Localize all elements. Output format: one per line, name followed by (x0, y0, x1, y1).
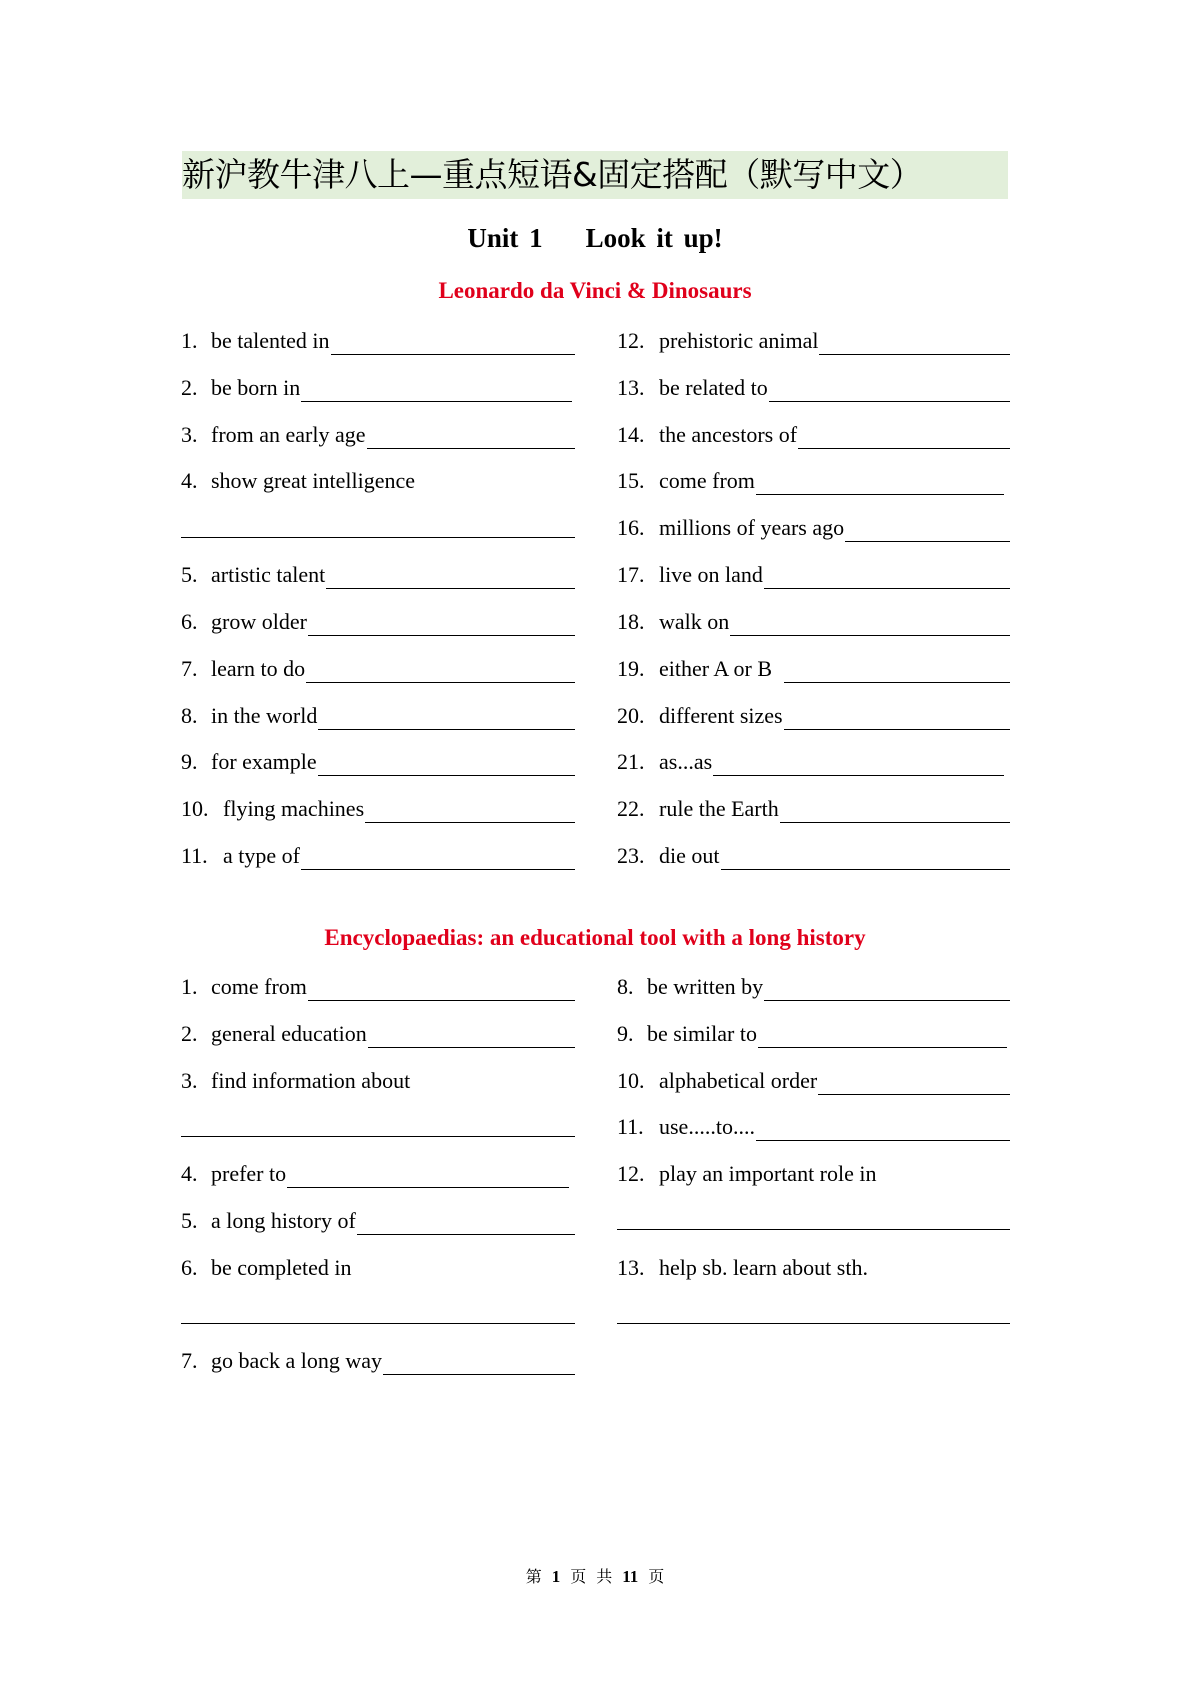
answer-blank[interactable] (784, 656, 1010, 683)
list-item (181, 1062, 575, 1095)
answer-blank[interactable] (326, 562, 575, 589)
answer-blank[interactable] (318, 703, 575, 730)
answer-blank[interactable] (306, 656, 575, 683)
answer-blank[interactable] (331, 328, 575, 355)
item-number: 8. (617, 974, 634, 999)
item-number: 4. (181, 1161, 198, 1186)
list-item (181, 556, 575, 589)
answer-blank[interactable] (301, 375, 572, 402)
answer-blank[interactable] (318, 749, 575, 776)
answer-blank[interactable] (798, 422, 1010, 449)
list-item (617, 509, 1010, 542)
answer-blank[interactable] (730, 609, 1010, 636)
list-item (617, 556, 1010, 589)
answer-blank[interactable] (769, 375, 1010, 402)
item-number: 17. (617, 562, 645, 587)
item-phrase: learn to do (211, 656, 306, 681)
item-phrase: flying machines (223, 796, 365, 821)
list-item (181, 1249, 575, 1282)
item-phrase: in the world (211, 703, 318, 728)
item-number: 8. (181, 703, 198, 728)
item-number: 3. (181, 422, 198, 447)
page-total: 11 (622, 1567, 639, 1586)
item-number: 6. (181, 609, 198, 634)
item-number: 1. (181, 328, 198, 353)
item-number: 16. (617, 515, 645, 540)
list-item (181, 650, 575, 683)
answer-blank[interactable] (784, 703, 1010, 730)
item-phrase: live on land (659, 562, 763, 587)
list-item (617, 1108, 1010, 1141)
item-number: 13. (617, 1255, 645, 1280)
list-item (617, 1015, 1007, 1048)
list-item (181, 790, 575, 823)
item-phrase: be talented in (211, 328, 330, 353)
item-phrase: prefer to (211, 1161, 287, 1186)
answer-blank[interactable] (181, 537, 575, 538)
item-phrase: alphabetical order (659, 1068, 818, 1093)
answer-blank[interactable] (368, 1021, 575, 1048)
list-item (617, 1249, 1010, 1282)
item-number: 13. (617, 375, 645, 400)
item-phrase: be written by (647, 974, 764, 999)
item-phrase: go back a long way (211, 1348, 383, 1373)
answer-blank[interactable] (308, 609, 575, 636)
item-phrase: come from (659, 468, 755, 493)
answer-blank[interactable] (301, 843, 575, 870)
item-number: 12. (617, 1161, 645, 1186)
item-phrase: a long history of (211, 1208, 356, 1233)
list-item (617, 968, 1010, 1001)
item-phrase: be related to (659, 375, 768, 400)
item-number: 3. (181, 1068, 198, 1093)
item-number: 1. (181, 974, 198, 999)
item-number: 14. (617, 422, 645, 447)
item-phrase: play an important role in (659, 1161, 877, 1186)
answer-blank[interactable] (721, 843, 1011, 870)
answer-blank[interactable] (383, 1348, 575, 1375)
answer-blank[interactable] (287, 1161, 569, 1188)
list-item (181, 416, 575, 449)
item-number: 10. (181, 796, 209, 821)
section-title-leonardo: Leonardo da Vinci & Dinosaurs (438, 278, 752, 303)
list-item (181, 322, 575, 355)
answer-blank[interactable] (181, 1323, 575, 1324)
list-item (617, 697, 1010, 730)
item-number: 21. (617, 749, 645, 774)
list-item (617, 462, 1004, 495)
answer-blank[interactable] (617, 1229, 1010, 1230)
answer-blank[interactable] (764, 974, 1010, 1001)
answer-blank[interactable] (713, 749, 1004, 776)
item-number: 9. (617, 1021, 634, 1046)
answer-blank[interactable] (367, 422, 575, 449)
footer-page-word: 页 (570, 1567, 587, 1586)
section-title-encyclopaedias: Encyclopaedias: an educational tool with a long history (324, 925, 866, 950)
answer-blank[interactable] (181, 1136, 575, 1137)
answer-blank[interactable] (764, 562, 1010, 589)
item-number: 18. (617, 609, 645, 634)
item-phrase: be similar to (647, 1021, 757, 1046)
item-phrase: grow older (211, 609, 307, 634)
item-phrase: for example (211, 749, 317, 774)
item-number: 4. (181, 468, 198, 493)
list-item (617, 743, 1004, 776)
item-phrase: the ancestors of (659, 422, 798, 447)
item-number: 11. (181, 843, 208, 868)
answer-blank[interactable] (357, 1208, 575, 1235)
answer-blank[interactable] (780, 796, 1010, 823)
answer-blank[interactable] (819, 328, 1010, 355)
list-item (181, 1015, 575, 1048)
item-phrase: general education (211, 1021, 367, 1046)
item-number: 22. (617, 796, 645, 821)
item-phrase: prehistoric animal (659, 328, 819, 353)
list-item (617, 1155, 1010, 1188)
item-phrase: rule the Earth (659, 796, 779, 821)
list-item (181, 837, 575, 870)
list-item (181, 369, 572, 402)
list-item (617, 650, 1010, 683)
item-phrase: come from (211, 974, 307, 999)
answer-blank[interactable] (756, 1114, 1010, 1141)
item-phrase: walk on (659, 609, 730, 634)
list-item (181, 603, 575, 636)
list-item (181, 968, 575, 1001)
item-phrase: different sizes (659, 703, 783, 728)
list-item (617, 603, 1010, 636)
list-item (181, 462, 575, 495)
answer-blank[interactable] (758, 1021, 1007, 1048)
footer-total-word: 共 (596, 1567, 613, 1586)
list-item (181, 697, 575, 730)
list-item (181, 743, 575, 776)
item-number: 15. (617, 468, 645, 493)
list-item (617, 1062, 1010, 1095)
footer-prefix: 第 (525, 1567, 542, 1586)
answer-blank[interactable] (845, 515, 1010, 542)
list-item (617, 369, 1010, 402)
item-phrase: either A or B (659, 656, 773, 681)
item-phrase: a type of (223, 843, 300, 868)
answer-blank[interactable] (756, 468, 1004, 495)
item-phrase: find information about (211, 1068, 411, 1093)
item-phrase: as...as (659, 749, 713, 774)
item-phrase: show great intelligence (211, 468, 416, 493)
item-number: 5. (181, 562, 198, 587)
item-number: 11. (617, 1114, 644, 1139)
list-item (181, 1155, 569, 1188)
item-number: 7. (181, 656, 198, 681)
list-item (617, 416, 1010, 449)
item-number: 2. (181, 375, 198, 400)
item-number: 9. (181, 749, 198, 774)
item-number: 20. (617, 703, 645, 728)
item-phrase: use.....to.... (659, 1114, 755, 1139)
answer-blank[interactable] (308, 974, 575, 1001)
footer-suffix: 页 (648, 1567, 665, 1586)
item-phrase: help sb. learn about sth. (659, 1255, 868, 1280)
list-item (181, 1202, 575, 1235)
list-item (617, 322, 1010, 355)
list-item (617, 837, 1010, 870)
item-phrase: die out (659, 843, 720, 868)
worksheet-title: 新沪教牛津八上—重点短语&固定搭配（默写中文） (182, 151, 1008, 199)
item-number: 6. (181, 1255, 198, 1280)
item-number: 10. (617, 1068, 645, 1093)
page-footer (0, 1565, 1190, 1589)
item-number: 12. (617, 328, 645, 353)
item-number: 2. (181, 1021, 198, 1046)
item-number: 7. (181, 1348, 198, 1373)
page-number: 1 (551, 1567, 561, 1586)
answer-blank[interactable] (365, 796, 575, 823)
unit-heading: Unit 1 Look it up! (467, 223, 723, 253)
list-item (617, 790, 1010, 823)
list-item (181, 1342, 575, 1375)
item-number: 5. (181, 1208, 198, 1233)
item-number: 19. (617, 656, 645, 681)
item-phrase: be born in (211, 375, 301, 400)
item-number: 23. (617, 843, 645, 868)
answer-blank[interactable] (818, 1068, 1010, 1095)
answer-blank[interactable] (617, 1323, 1010, 1324)
item-phrase: artistic talent (211, 562, 326, 587)
item-phrase: from an early age (211, 422, 366, 447)
item-phrase: be completed in (211, 1255, 352, 1280)
item-phrase: millions of years ago (659, 515, 845, 540)
